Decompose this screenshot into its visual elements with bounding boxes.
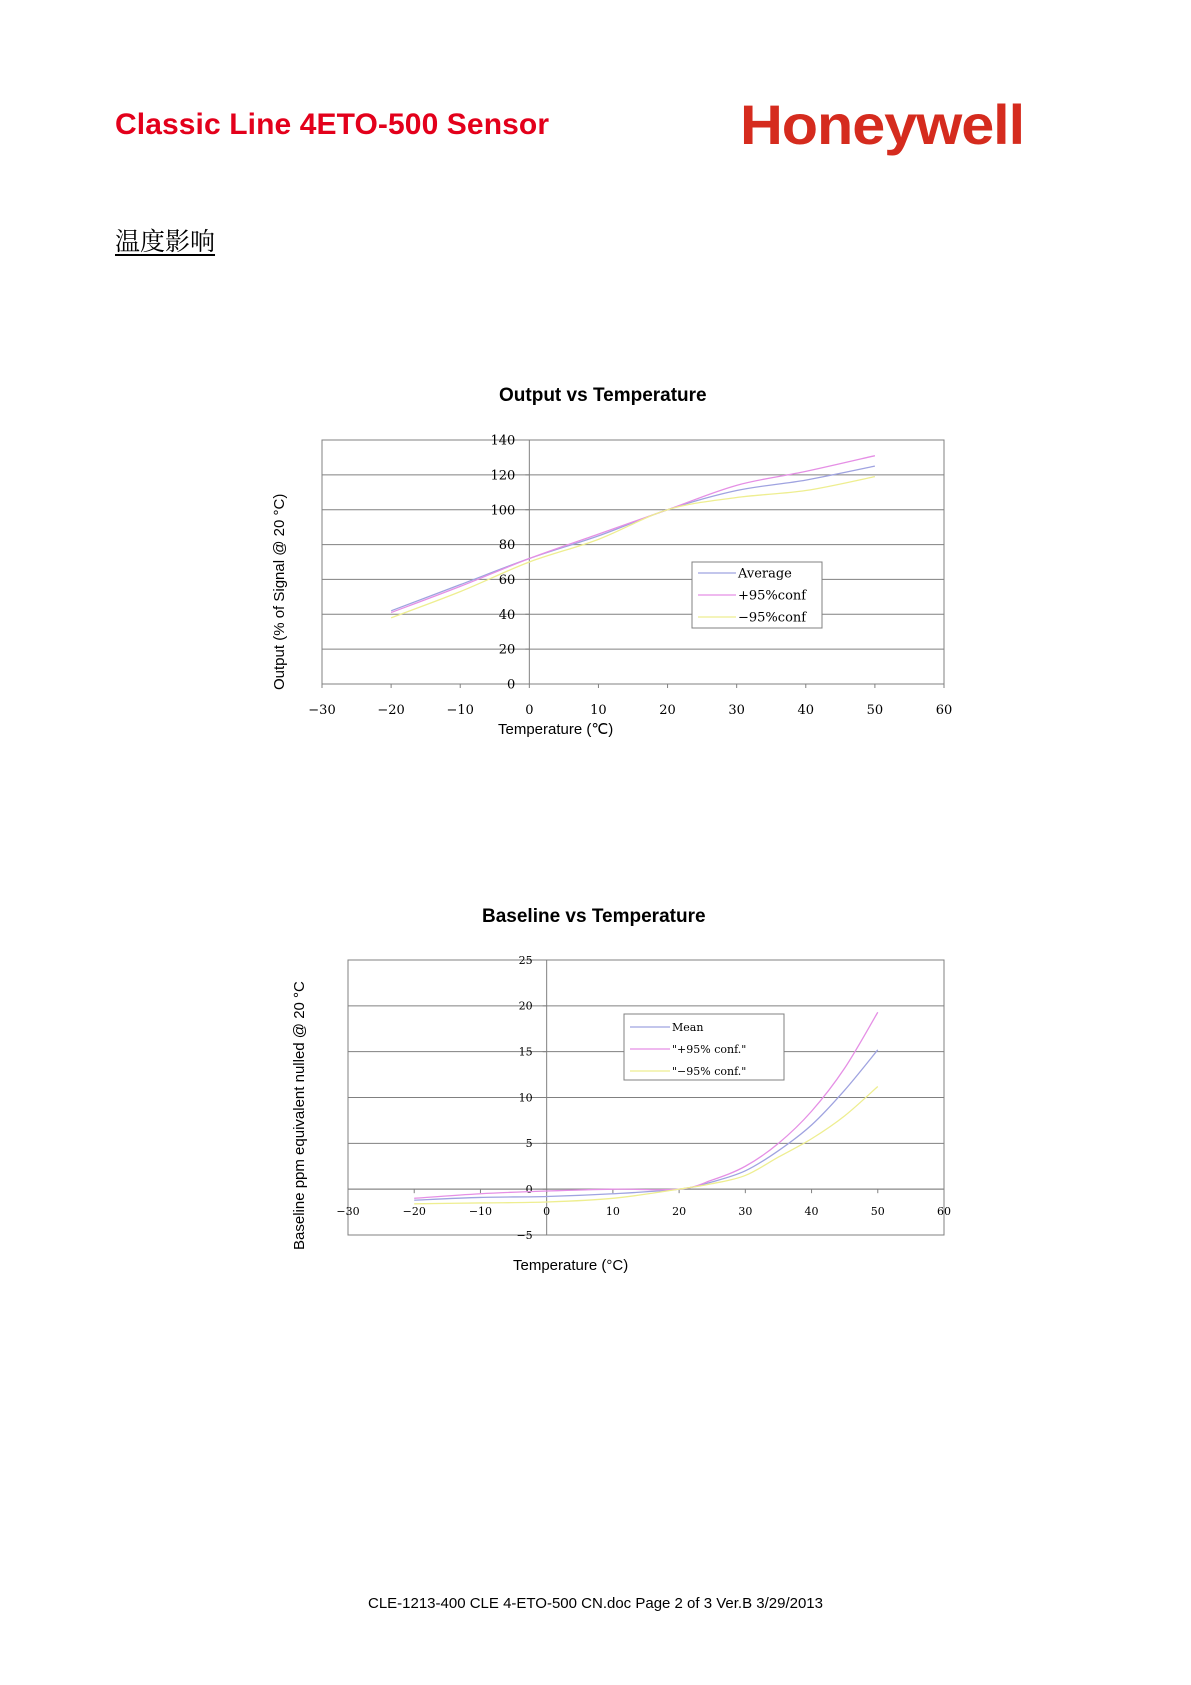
x-tick-label: 10 <box>605 1205 620 1219</box>
y-tick-label: 15 <box>518 1045 533 1059</box>
x-tick-label: 20 <box>659 703 676 718</box>
y-tick-label: 80 <box>498 538 516 554</box>
chart2-y-axis-label: Baseline ppm equivalent nulled @ 20 °C <box>291 981 308 1250</box>
honeywell-logo: Honeywell <box>740 93 1025 156</box>
chart1-x-axis-label: Temperature (℃) <box>498 721 614 738</box>
y-tick-label: 100 <box>490 503 516 519</box>
y-tick-label: 0 <box>507 677 516 693</box>
section-title: 温度影响 <box>115 227 216 256</box>
legend-label-1: "+95% conf." <box>672 1042 747 1056</box>
y-tick-label: −5 <box>516 1228 533 1242</box>
y-tick-label: 140 <box>490 433 516 449</box>
y-tick-label: 20 <box>518 999 533 1013</box>
x-tick-label: 0 <box>525 703 534 718</box>
x-tick-label: −30 <box>308 703 336 718</box>
x-tick-label: −10 <box>446 703 474 718</box>
y-tick-label: 40 <box>498 607 516 623</box>
x-tick-label: −30 <box>336 1205 360 1219</box>
x-tick-label: 60 <box>935 703 953 718</box>
y-tick-label: 20 <box>498 642 516 658</box>
series-line-2 <box>414 1087 878 1204</box>
x-tick-label: 30 <box>738 1205 753 1219</box>
legend-label-2: "−95% conf." <box>672 1064 747 1078</box>
y-tick-label: 5 <box>525 1137 533 1151</box>
x-tick-label: −20 <box>377 703 405 718</box>
x-tick-label: −20 <box>402 1205 426 1219</box>
y-tick-label: 120 <box>490 468 516 484</box>
x-tick-label: 40 <box>804 1205 819 1219</box>
x-tick-label: 20 <box>672 1205 687 1219</box>
x-tick-label: 50 <box>870 1205 885 1219</box>
x-tick-label: 50 <box>866 703 884 718</box>
y-tick-label: 60 <box>498 572 516 588</box>
legend-label-0: Mean <box>672 1020 704 1034</box>
legend-label-2: −95%conf <box>738 610 807 626</box>
x-tick-label: 10 <box>590 703 607 718</box>
chart2-title: Baseline vs Temperature <box>482 906 706 927</box>
y-tick-label: 25 <box>518 953 533 967</box>
y-tick-label: 0 <box>525 1183 533 1197</box>
x-tick-label: 30 <box>728 703 745 718</box>
chart1-title: Output vs Temperature <box>499 385 707 406</box>
x-tick-label: 40 <box>797 703 815 718</box>
page-footer: CLE-1213-400 CLE 4-ETO-500 CN.doc Page 2 of 3 Ver.B 3/29/2013 <box>367 1595 823 1612</box>
chart2-x-axis-label: Temperature (°C) <box>513 1257 629 1274</box>
legend-label-1: +95%conf <box>738 588 807 604</box>
x-tick-label: 0 <box>543 1205 551 1219</box>
chart1-y-axis-label: Output (% of Signal @ 20 °C) <box>271 493 288 690</box>
x-tick-label: 60 <box>937 1205 951 1219</box>
legend-label-0: Average <box>738 566 792 582</box>
y-tick-label: 10 <box>518 1091 533 1105</box>
document-title: Classic Line 4ETO-500 Sensor <box>115 108 550 141</box>
x-tick-label: −10 <box>468 1205 493 1219</box>
